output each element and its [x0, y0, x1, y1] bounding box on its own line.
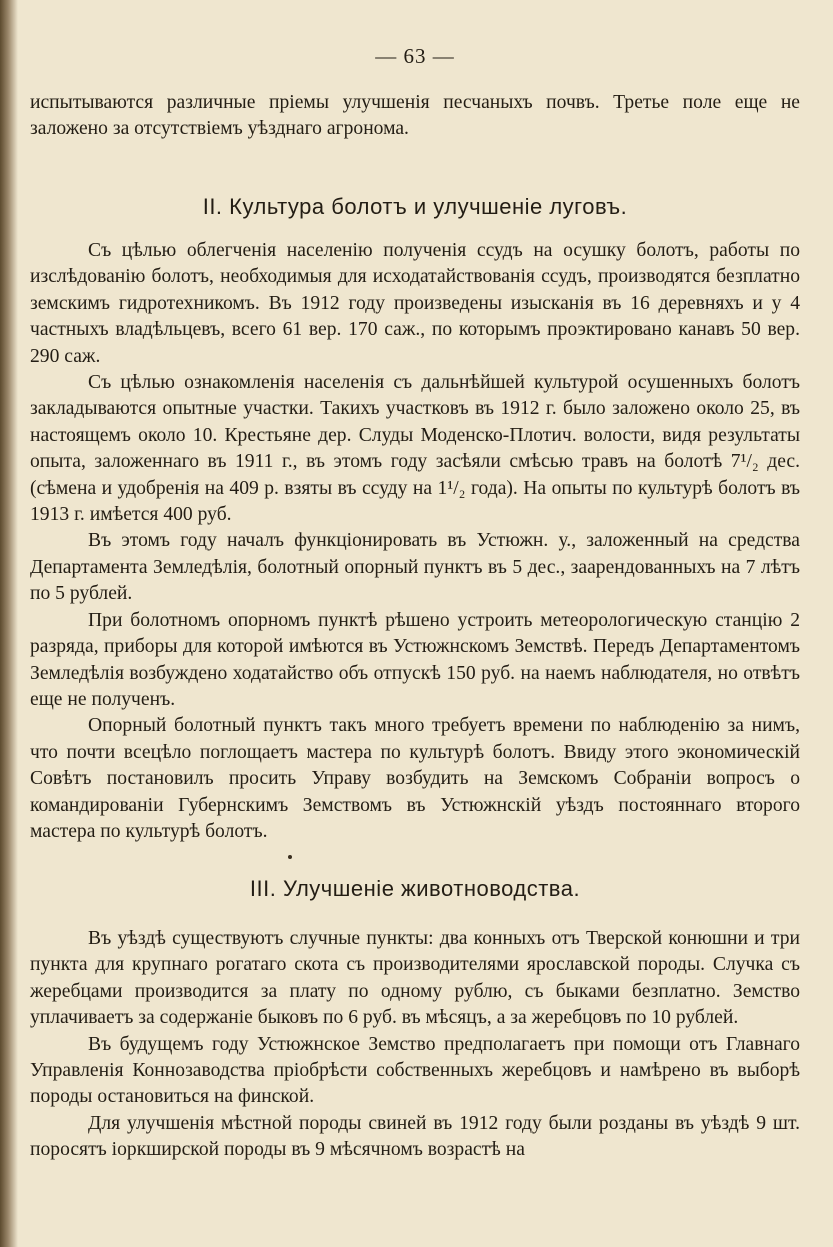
book-page	[30, 0, 800, 1247]
paragraph: При болотномъ опорномъ пунктѣ рѣшено устроить метеорологическую станцію 2 разряда, приборы для которой имѣются въ Устюжнскомъ Земствѣ. Передъ Департаментомъ Земледѣлія возбуждено ходатайство объ отпускѣ 150 руб. на наемъ наблюдателя, но отвѣтъ еще не полученъ.	[30, 609, 800, 710]
paragraph: Опорный болотный пунктъ такъ много требуетъ времени по наблюденію за нимъ, что почти всецѣло поглощаетъ мастера по культурѣ болотъ. Ввиду этого экономическій Совѣтъ постановилъ просить Управу возбудить на Земскомъ Собраніи вопросъ о командированіи Губернскимъ Земствомъ въ Устюжнскій уѣздъ постояннаго второго мастера по культурѣ болотъ.	[30, 715, 800, 842]
page-number: — 63 —	[375, 44, 455, 68]
section-3-heading: III. Улучшеніе животноводства.	[249, 876, 581, 901]
section-3-body	[30, 926, 800, 1164]
paragraph: Для улучшенія мѣстной породы свиней въ 1912 году были розданы въ уѣздѣ 9 шт. поросятъ іоркширской породы въ 9 мѣсячномъ возрастѣ на	[30, 1112, 800, 1161]
section-2-heading: II. Культура болотъ и улучшеніе луговъ.	[202, 194, 628, 219]
paragraph: Съ цѣлью облегченія населенію полученія ссудъ на осушку болотъ, работы по изслѣдованію болотъ, необходимыя для исходатайствованія ссудъ, производятся безплатно земскимъ гидротехникомъ. Въ 1912 году произведены изысканія въ 16 деревняхъ и у 4 частныхъ владѣльцевъ, всего 61 вер. 170 саж., по которымъ проэктировано канавъ 50 вер. 290 саж.	[30, 240, 800, 367]
paragraph: Въ уѣздѣ существуютъ случные пункты: два конныхъ отъ Тверской конюшни и три пункта для крупнаго рогатаго скота съ производителями ярославской породы. Случка съ жеребцами производится за плату по одному рублю, съ быками безплатно. Земство уплачиваетъ за содержаніе быковъ по 6 руб. въ мѣсяцъ, а за жеребцовъ по 10 рублей.	[30, 928, 800, 1029]
page-gutter-shadow	[0, 0, 18, 1247]
intro-paragraph: испытываются различные пріемы улучшенія песчаныхъ почвъ. Третье поле еще не заложено за отсутствіемъ уѣзднаго агронома.	[30, 92, 800, 140]
paragraph: Въ этомъ году началъ функціонировать въ Устюжн. у., заложенный на средства Департамента Земледѣлія, болотный опорный пунктъ въ 5 дес., заарендованныхъ на 7 лѣтъ по 5 рублей.	[30, 530, 800, 605]
paragraph: Съ цѣлью ознакомленія населенія съ дальнѣйшей культурой осушенныхъ болотъ закладываются опытные участки. Такихъ участковъ въ 1912 г. было заложено около 25, въ настоящемъ около 10. Крестьяне дер. Слуды Моденско-Плотич. волости, видя результаты опыта, заложеннаго въ 1911 г., въ этомъ году засѣяли смѣсью травъ на болотѣ 7¹/₂ дес. (сѣмена и удобренія на 409 р. взяты въ ссуду на 1¹/₂ года). На опыты по культурѣ болотъ въ 1913 г. имѣется 400 руб.	[30, 372, 800, 526]
intro-paragraph-block	[30, 90, 800, 143]
paragraph: Въ будущемъ году Устюжнское Земство предполагаетъ при помощи отъ Главнаго Управленія Коннозаводства пріобрѣсти собственныхъ жеребцовъ и намѣрено въ выборѣ породы остановиться на финской.	[30, 1033, 800, 1108]
print-speck	[288, 855, 292, 859]
section-2-body	[30, 238, 800, 845]
